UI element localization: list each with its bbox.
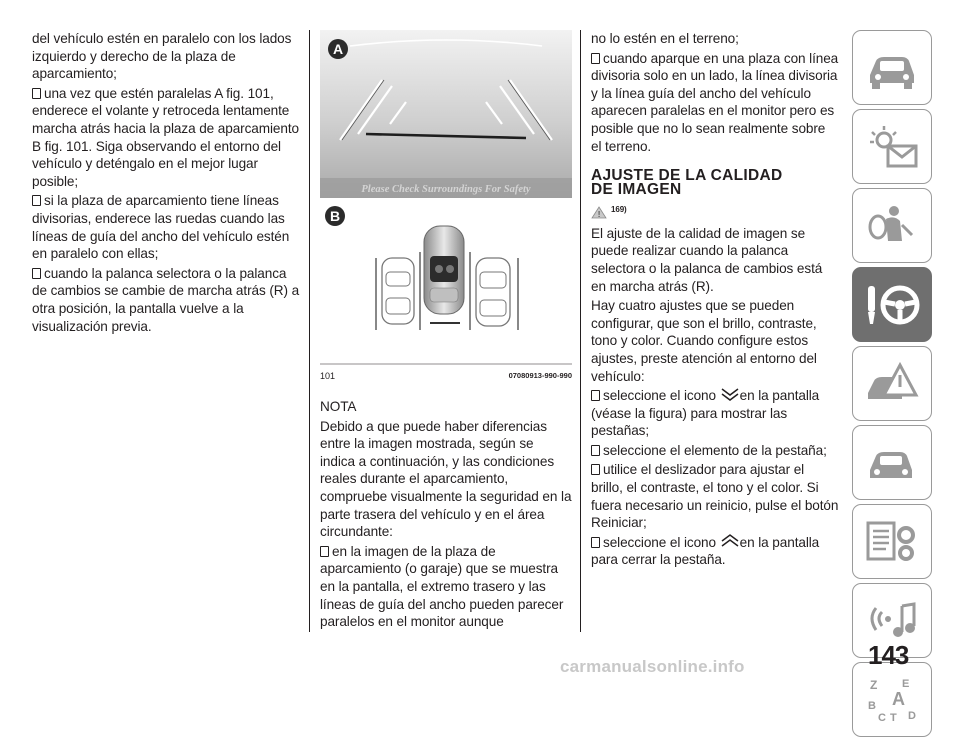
parked-car-right: [476, 258, 510, 326]
paragraph: Hay cuatro ajustes que se pueden configurar, que son el brillo, contraste, tono y color. Cuando configure estos ajustes, preste atención al entorno del vehículo:: [591, 298, 817, 384]
chapter-tabs: [852, 30, 932, 741]
tab-maintenance[interactable]: [852, 425, 932, 500]
checkbox-bullet-icon: [32, 195, 41, 206]
column-divider: [309, 30, 310, 632]
key-steering-wheel-icon: [862, 280, 922, 330]
maintenance-icon: [862, 438, 922, 488]
tab-emergency[interactable]: [852, 346, 932, 421]
svg-text:E: E: [902, 677, 910, 690]
multimedia-icon: [862, 596, 922, 646]
paragraph: Debido a que puede haber diferencias entre la imagen mostrada, según se indica a continuación, y las condiciones reales durante el aparcamiento, compruebe visualmente la seguridad en la parte trasera del vehículo y en el área circundante:: [320, 418, 572, 540]
label-b: B: [329, 208, 341, 224]
watermark: carmanualsonline.info: [560, 657, 745, 676]
parking-camera-illustration: [320, 30, 572, 380]
bullet-item: en la imagen de la plaza de aparcamiento (o garaje) que se muestra en la pantalla, el extremo trasero y las líneas de guía del ancho pueden parecer paralelos en el monitor aunque: [320, 543, 564, 630]
tab-index[interactable]: [852, 662, 932, 737]
checkbox-bullet-icon: [591, 53, 600, 64]
car-dashboard-icon: [862, 43, 922, 93]
label-a: A: [332, 41, 344, 57]
emergency-accident-icon: [862, 359, 922, 409]
svg-text:D: D: [908, 709, 916, 722]
warning-lights-message-icon: [862, 122, 922, 172]
bullet-item: utilice el deslizador para ajustar el brillo, el contraste, el tono y el color. Si fuera necesario un reinicio, pulse el botón Reiniciar;: [591, 462, 839, 531]
figure-number: 101: [320, 371, 336, 381]
reversing-car: [424, 226, 464, 314]
technical-specs-icon: [862, 517, 922, 567]
checkbox-bullet-icon: [591, 537, 600, 548]
reference-number: 169): [611, 205, 627, 215]
bullet-item: si la plaza de aparcamiento tiene líneas divisorias, enderece las ruedas cuando las líneas de guía del ancho del vehículo estén en paralelo con ellas;: [32, 193, 290, 262]
tab-technical-specs[interactable]: [852, 504, 932, 579]
tab-safety[interactable]: [852, 188, 932, 263]
warning-triangle-icon: [591, 206, 607, 219]
bullet-item: seleccione el icono en la pantalla (véase la figura) para mostrar las pestañas;: [591, 388, 820, 439]
parked-car-left: [382, 258, 414, 324]
overlay-warning-text: Please Check Surroundings For Safety: [361, 184, 531, 195]
airbag-safety-icon: [862, 201, 922, 251]
tab-dashboard[interactable]: [852, 30, 932, 105]
paragraph: El ajuste de la calidad de imagen se puede realizar cuando la palanca selectora o la palanca de cambios está en marcha atrás (R).: [591, 225, 823, 294]
note-heading: NOTA: [320, 399, 357, 414]
page-number: 143: [868, 640, 909, 670]
bullet-item: cuando aparque en una plaza con línea divisoria solo en un lado, la línea divisoria y la línea guía del ancho del vehículo aparecen paralelas en el monitor pero es posible que no lo sean realmente sobre el terreno.: [591, 50, 839, 154]
figure-101: [320, 30, 572, 380]
paragraph: del vehículo estén en paralelo con los lados izquierdo y derecho de la plaza de aparcamiento;: [32, 31, 292, 82]
checkbox-bullet-icon: [320, 546, 329, 557]
svg-text:!: !: [597, 209, 601, 219]
figure-code: 07080913-990-990: [508, 371, 572, 380]
svg-text:Z: Z: [870, 677, 878, 692]
bullet-item: una vez que estén paralelas A fig. 101, enderece el volante y retroceda lentamente marcha atrás hacia la plaza de aparcamiento B fig. 101. Siga observando el entorno del vehículo y deténgalo en el mejor lugar posible;: [32, 85, 299, 189]
checkbox-bullet-icon: [591, 464, 600, 475]
column-3: [591, 30, 839, 571]
column-2: [320, 398, 572, 633]
checkbox-bullet-icon: [32, 268, 41, 279]
checkbox-bullet-icon: [591, 445, 600, 456]
column-1: [32, 30, 300, 337]
checkbox-bullet-icon: [32, 88, 41, 99]
svg-text:B: B: [868, 699, 876, 712]
bullet-item: seleccione el elemento de la pestaña;: [591, 442, 839, 460]
svg-text:T: T: [890, 711, 897, 724]
bullet-item: seleccione el icono en la pantalla para cerrar la pestaña.: [591, 534, 820, 568]
figure-caption: [320, 371, 572, 381]
warning-reference: [591, 201, 839, 219]
paragraph: no lo estén en el terreno;: [591, 31, 739, 46]
checkbox-bullet-icon: [591, 390, 600, 401]
collapse-chevron-icon: [720, 534, 740, 548]
expand-chevron-icon: [720, 387, 740, 401]
section-heading: AJUSTE DE LA CALIDAD DE IMAGEN: [591, 167, 783, 199]
tab-warning-lights[interactable]: [852, 109, 932, 184]
svg-text:C: C: [878, 711, 886, 724]
index-icon: [862, 675, 922, 725]
column-divider: [580, 30, 581, 632]
svg-text:A: A: [892, 688, 905, 709]
bullet-item: cuando la palanca selectora o la palanca de cambios se cambie de marcha atrás (R) a otra posición, la pantalla vuelve a la visualización previa.: [32, 265, 300, 334]
tab-starting-driving[interactable]: [852, 267, 932, 342]
